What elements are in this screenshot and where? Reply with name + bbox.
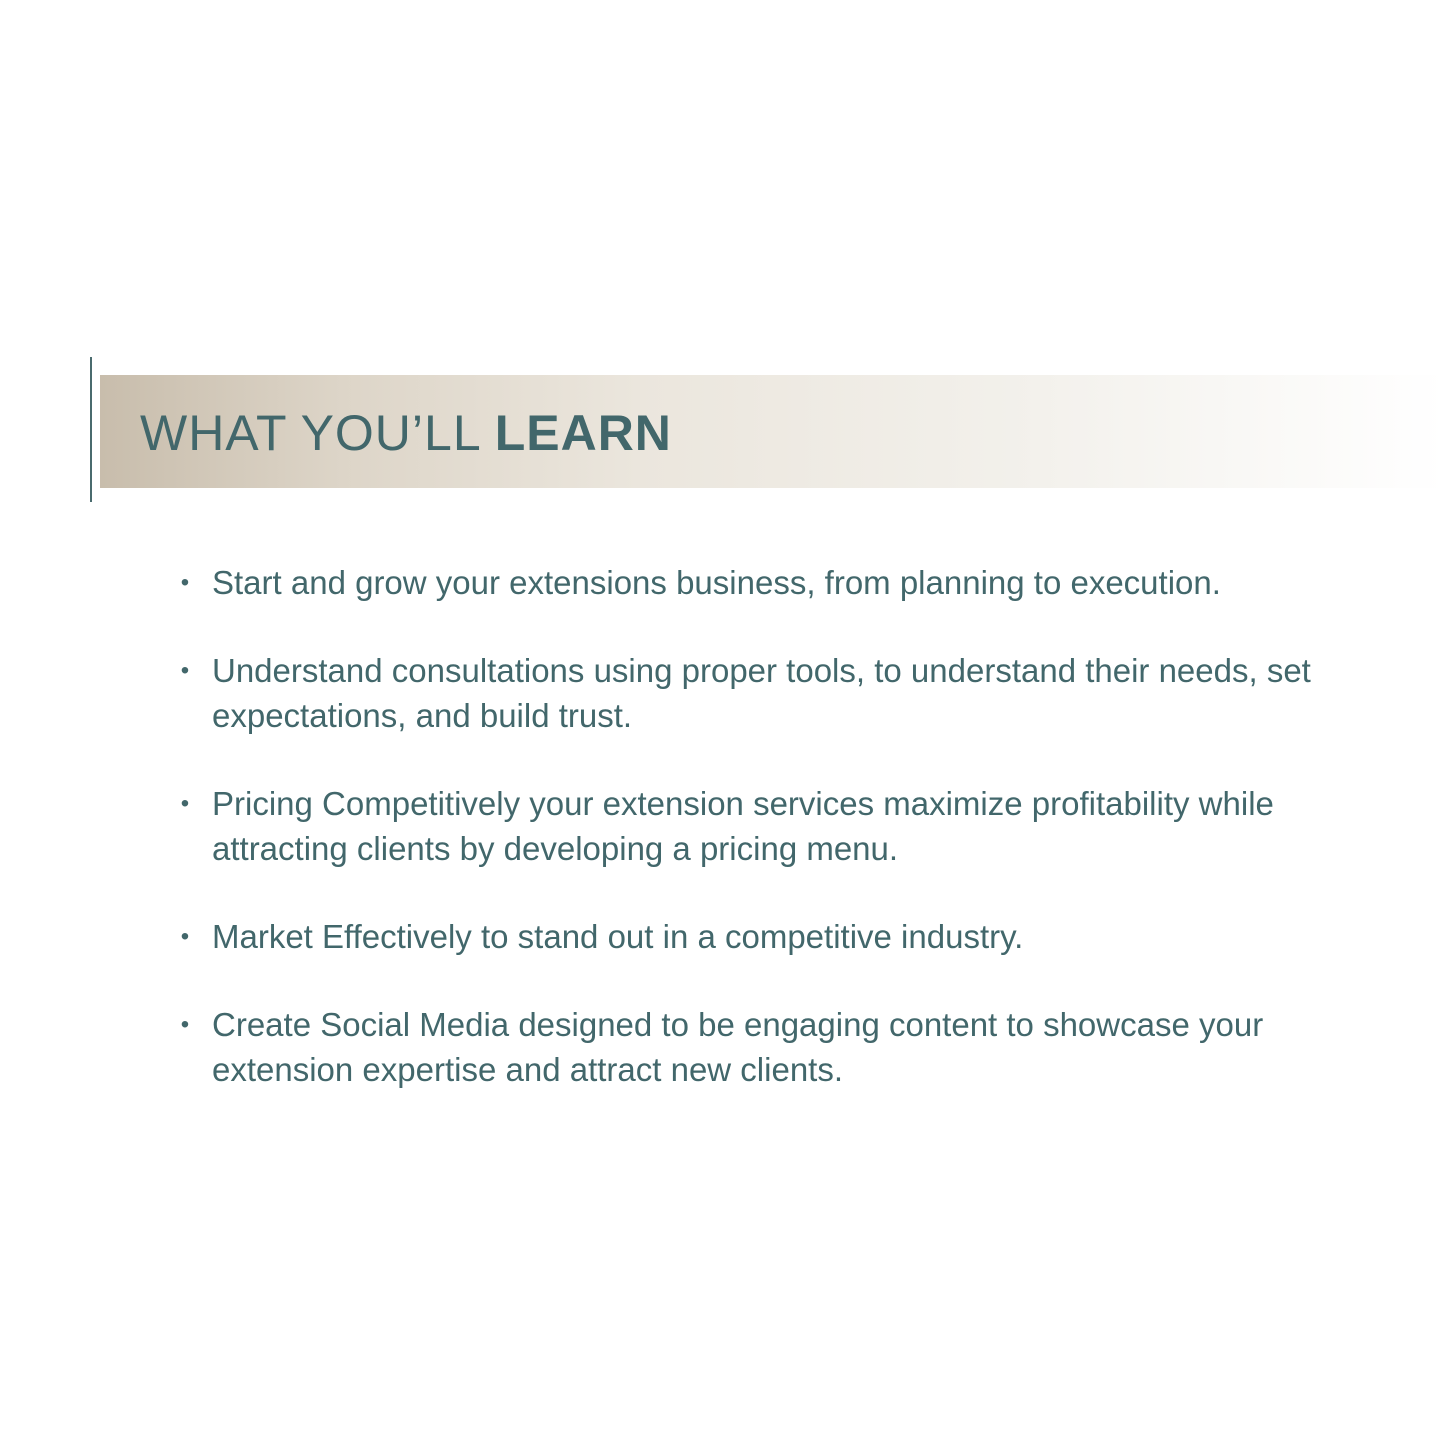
section-title (140, 405, 672, 461)
list-item-text: Create Social Media designed to be engaging content to showcase your extension expertise and attract new clients. (212, 1006, 1264, 1088)
bullet-icon: • (180, 790, 190, 817)
bullet-icon: • (180, 923, 190, 950)
bullet-icon: • (180, 1011, 190, 1038)
bullet-icon: • (180, 569, 190, 596)
list-item (178, 560, 1378, 605)
list-item (178, 648, 1378, 738)
list-item (178, 914, 1378, 959)
section-title-light: WHAT YOU’LL (140, 405, 480, 461)
bullet-icon: • (180, 657, 190, 684)
list-item (178, 781, 1378, 871)
learning-points-list (178, 560, 1378, 1135)
section-title-bold: LEARN (494, 405, 672, 461)
list-item (178, 1002, 1378, 1092)
accent-rule (90, 357, 92, 502)
list-item-text: Understand consultations using proper tools, to understand their needs, set expectations, and build trust. (212, 652, 1311, 734)
list-item-text: Start and grow your extensions business, from planning to execution. (212, 564, 1221, 601)
list-item-text: Market Effectively to stand out in a competitive industry. (212, 918, 1024, 955)
list-item-text: Pricing Competitively your extension services maximize profitability while attracting clients by developing a pricing menu. (212, 785, 1274, 867)
section-header-band (100, 375, 1445, 488)
